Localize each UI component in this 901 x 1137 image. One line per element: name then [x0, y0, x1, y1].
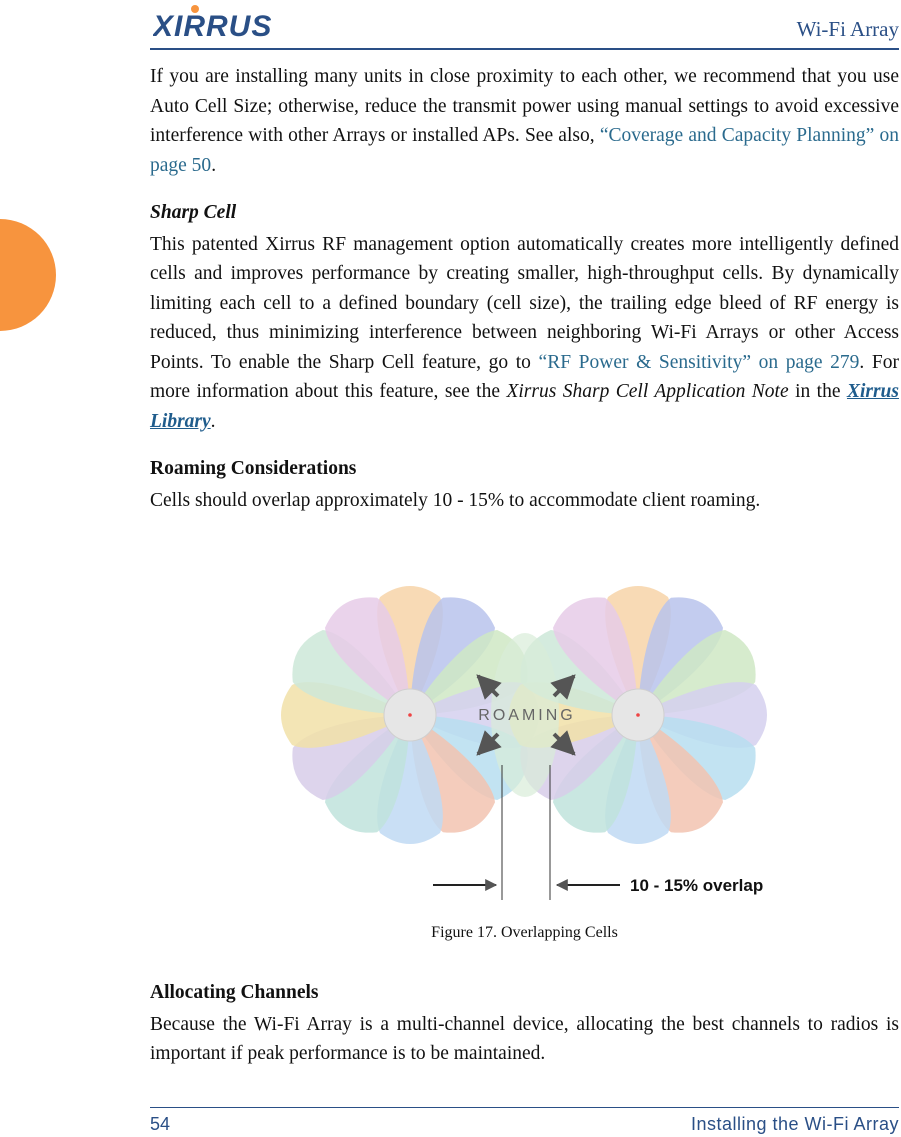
- roaming-label: ROAMING: [478, 707, 576, 724]
- footer-divider: [150, 1107, 899, 1108]
- page-number: 54: [150, 1114, 171, 1134]
- channels-paragraph: Because the Wi-Fi Array is a multi-channel device, allocating the best channels to radios is important if peak performance is to be maintained.: [150, 1013, 899, 1064]
- roaming-paragraph: Cells should overlap approximately 10 - 15% to accommodate client roaming.: [150, 489, 761, 511]
- sharp-cell-heading: Sharp Cell: [150, 202, 237, 223]
- figure-caption: Figure 17. Overlapping Cells: [431, 924, 618, 941]
- xirrus-library-link[interactable]: Xirrus Library: [150, 381, 899, 432]
- header-title: Wi-Fi Array: [796, 17, 899, 41]
- coverage-planning-link[interactable]: “Coverage and Capacity Planning” on page 50: [150, 125, 899, 176]
- chapter-tab-marker: [0, 219, 56, 331]
- channels-section: [150, 978, 899, 1069]
- header-divider: [150, 48, 899, 50]
- main-content: [150, 62, 899, 515]
- svg-text:XIRRUS: XIRRUS: [153, 10, 273, 40]
- sharp-cell-paragraph: This patented Xirrus RF management option automatically creates more intelligently defined cells and improves performance by creating smaller, high-throughput cells. By dynamically limiting each cell to a defined boundary (cell size), the trailing edge bleed of RF energy is reduced, thus minimizing interference between neighboring Wi-Fi Arrays or other Access Points. To enable the Sharp Cell feature, go to “RF Power & Sensitivity” on page 279. For more information about this feature, see the Xirrus Sharp Cell Application Note in the Xirrus Library.: [150, 233, 900, 432]
- intro-paragraph: If you are installing many units in close proximity to each other, we recommend that you use Auto Cell Size; otherwise, reduce the transmit power using manual settings to avoid excessive interference with other Arrays or installed APs. See also, “Coverage and Capacity Planning” on page 50.: [150, 66, 899, 176]
- array-right-led: [636, 713, 640, 717]
- overlap-label: 10 - 15% overlap: [630, 876, 764, 895]
- overlapping-cells-figure: [270, 570, 790, 910]
- array-left-led: [408, 713, 412, 717]
- xirrus-logo: [153, 4, 303, 40]
- footer-section-title: Installing the Wi-Fi Array: [690, 1114, 899, 1134]
- channels-heading: Allocating Channels: [150, 982, 319, 1003]
- rf-power-link[interactable]: “RF Power & Sensitivity” on page 279: [538, 351, 860, 373]
- roaming-heading: Roaming Considerations: [150, 458, 357, 479]
